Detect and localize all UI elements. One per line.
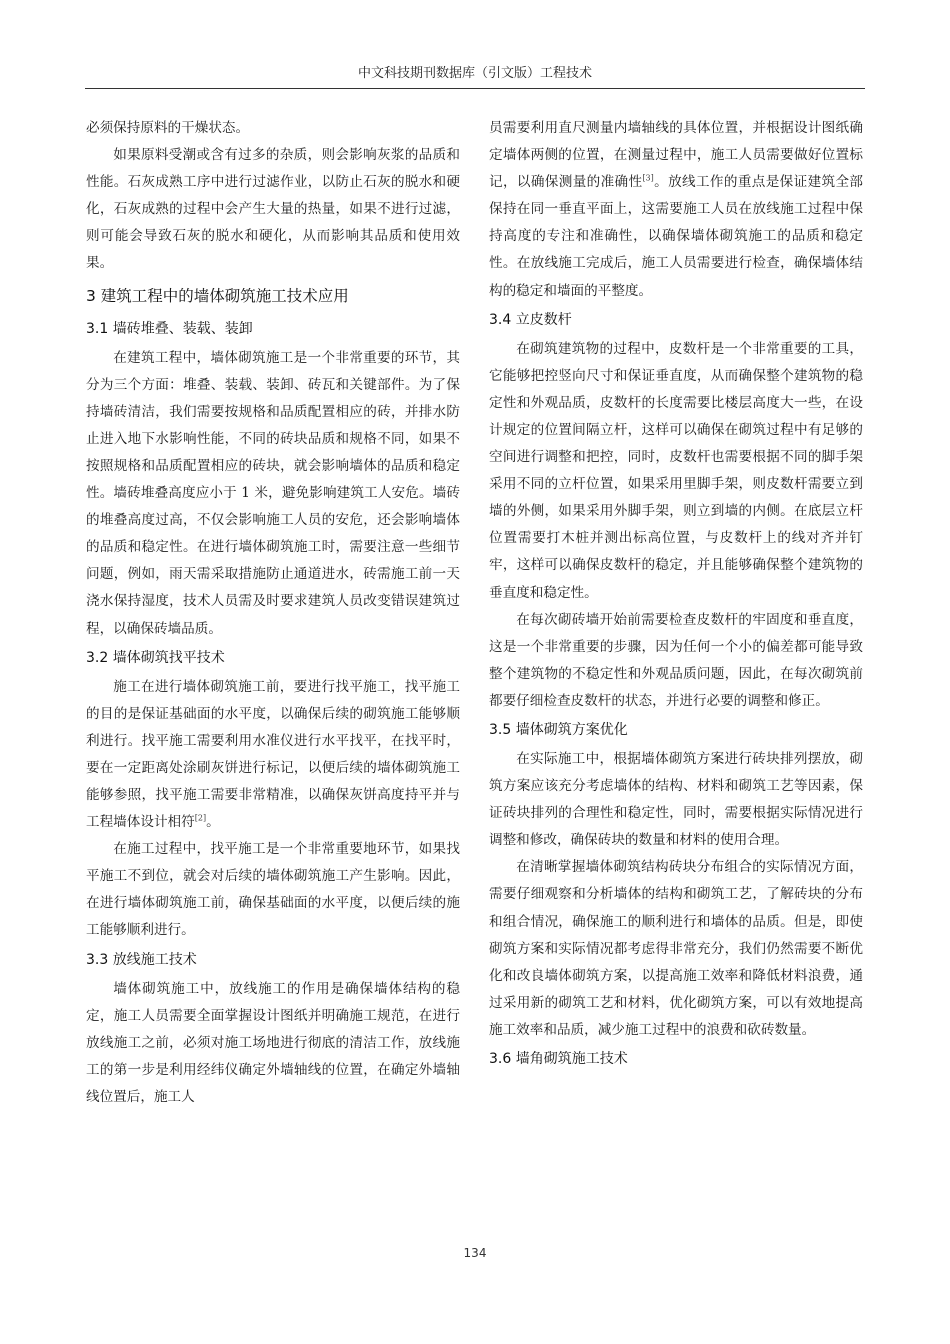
subsection-heading-3-3: 3.3 放线施工技术: [86, 951, 197, 968]
paragraph-3-1: 在建筑工程中，墙体砌筑施工是一个非常重要的环节，其分为三个方面：堆叠、装载、装卸、砖瓦和关键部件。为了保持墙砖清洁，我们需要按规格和品质配置相应的砖，并排水防止进入地下水影响性能，不同的砖块品质和规格不同，如果不按照规格和品质配置相应的砖块，就会影响墙体的品质和稳定性。墙砖堆叠高度应小于 1 米，避免影响建筑工人安危。墙砖的堆叠高度过高，不仅会影响施工人员的安危，还会影响墙体的品质和稳定性。在进行墙体砌筑施工时，需要注意一些细节问题，例如，雨天需采取措施防止通道进水，砖需施工前一天浇水保持湿度，技术人员需及时要求建筑人员改变错误建筑过程，以确保砖墙品质。: [86, 349, 460, 637]
paragraph-3-4b: 在每次砌砖墙开始前需要检查皮数杆的牢固度和垂直度，这是一个非常重要的步骤，因为任何一个小的偏差都可能导致整个建筑物的不稳定性和外观品质问题，因此，在每次砌筑前都要仔细检查皮数杆的状态，并进行必要的调整和修正。: [489, 611, 863, 709]
paragraph-3-2b: 在施工过程中，找平施工是一个非常重要地环节，如果找平施工不到位，就会对后续的墙体砌筑施工产生影响。因此，在进行墙体砌筑施工前，确保基础面的水平度，以便后续的施工能够顺利进行。: [86, 841, 460, 939]
header-rule: [85, 88, 865, 89]
page-number: 134: [463, 1246, 487, 1260]
subsection-heading-3-4: 3.4 立皮数杆: [489, 311, 572, 328]
paragraph-3-3-start: 墙体砌筑施工中，放线施工的作用是确保墙体结构的稳定，施工人员需要全面掌握设计图纸并明确施工规范，在进行放线施工之前，必须对施工场地进行彻底的清洁工作，放线施工的第一步是利用经纬仪确定外墙轴线的位置，在确定外墙轴线位置后，施工人: [86, 980, 460, 1105]
paragraph-3-3-cont: [489, 115, 863, 305]
subsection-heading-3-5: 3.5 墙体砌筑方案优化: [489, 721, 628, 738]
paragraph-3-2a: [86, 674, 460, 837]
left-column: [86, 115, 460, 1111]
paragraph-3-5a: 在实际施工中，根据墙体砌筑方案进行砖块排列摆放，砌筑方案应该充分考虑墙体的结构、材料和砌筑工艺等因素，保证砖块排列的合理性和稳定性，同时，需要根据实际情况进行调整和修改，确保砖块的数量和材料的使用合理。: [489, 750, 863, 849]
paragraph-lime: 如果原料受潮或含有过多的杂质，则会影响灰浆的品质和性能。石灰成熟工序中进行过滤作业，以防止石灰的脱水和硬化，石灰成熟的过程中会产生大量的热量，如果不进行过滤，则可能会导致石灰的脱水和硬化，从而影响其品质和使用效果。: [86, 147, 460, 272]
subsection-heading-3-2: 3.2 墙体砌筑找平技术: [86, 649, 225, 666]
paragraph-3-3-cont-text: 员需要利用直尺测量内墙轴线的具体位置，并根据设计图纸确定墙体两侧的位置，在测量过程中，施工人员需要做好位置标记，以确保测量的准确性: [489, 120, 863, 191]
right-column: [489, 115, 863, 1075]
paragraph-3-4a: 在砌筑建筑物的过程中，皮数杆是一个非常重要的工具，它能够把控竖向尺寸和保证垂直度，从而确保整个建筑物的稳定性和外观品质，皮数杆的长度需要比楼层高度大一些，在设计规定的位置间隔立杆，这样可以确保在砌筑过程中有足够的空间进行调整和把控，同时，皮数杆也需要根据不同的脚手架采用不同的立杆位置，如果采用里脚手架，则皮数杆需要立到墙的外侧，如果采用外脚手架，则立到墙的内侧。在底层立杆位置需要打木桩并测出标高位置，与皮数杆上的线对齐并钉牢，这样可以确保皮数杆的稳定，并且能够确保整个建筑物的垂直度和稳定性。: [489, 340, 863, 601]
paragraph-3-3-cont-end: 。放线工作的重点是保证建筑全部保持在同一垂直平面上，这需要施工人员在放线施工过程中保持高度的专注和准确性，以确保墙体砌筑施工的品质和稳定性。在放线施工完成后，施工人员需要进行检查，确保墙体结构的稳定和墙面的平整度。: [489, 174, 864, 299]
citation-2: [2]: [194, 813, 207, 823]
paragraph-intro-tail: 必须保持原料的干燥状态。: [86, 120, 250, 136]
paragraph-3-2a-end: 。: [206, 814, 220, 831]
running-header: 中文科技期刊数据库（引文版）工程技术: [357, 66, 592, 81]
citation-3: [3]: [642, 173, 654, 183]
paragraph-3-2a-text: 施工在进行墙体砌筑施工前，要进行找平施工，找平施工的目的是保证基础面的水平度，以确保后续的砌筑施工能够顺利进行。找平施工需要利用水准仪进行水平找平，在找平时，要在一定距离处涂刷灰饼进行标记，以便后续的墙体砌筑施工能够参照，找平施工需要非常精准，以确保灰饼高度持平并与工程墙体设计相符: [86, 678, 460, 831]
paragraph-3-5b: 在清晰掌握墙体砌筑结构砖块分布组合的实际情况方面，需要仔细观察和分析墙体的结构和砌筑工艺，了解砖块的分布和组合情况，确保施工的顺利进行和墙体的品质。但是，即使砌筑方案和实际情况都考虑得非常充分，我们仍然需要不断优化和改良墙体砌筑方案，以提高施工效率和降低材料浪费，通过采用新的砌筑工艺和材料，优化砌筑方案，可以有效地提高施工效率和品质，减少施工过程中的浪费和砍砖数量。: [489, 859, 863, 1038]
subsection-heading-3-6: 3.6 墙角砌筑施工技术: [489, 1051, 628, 1067]
section-heading-3: 3 建筑工程中的墙体砌筑施工技术应用: [86, 286, 349, 305]
subsection-heading-3-1: 3.1 墙砖堆叠、装载、装卸: [86, 320, 253, 337]
